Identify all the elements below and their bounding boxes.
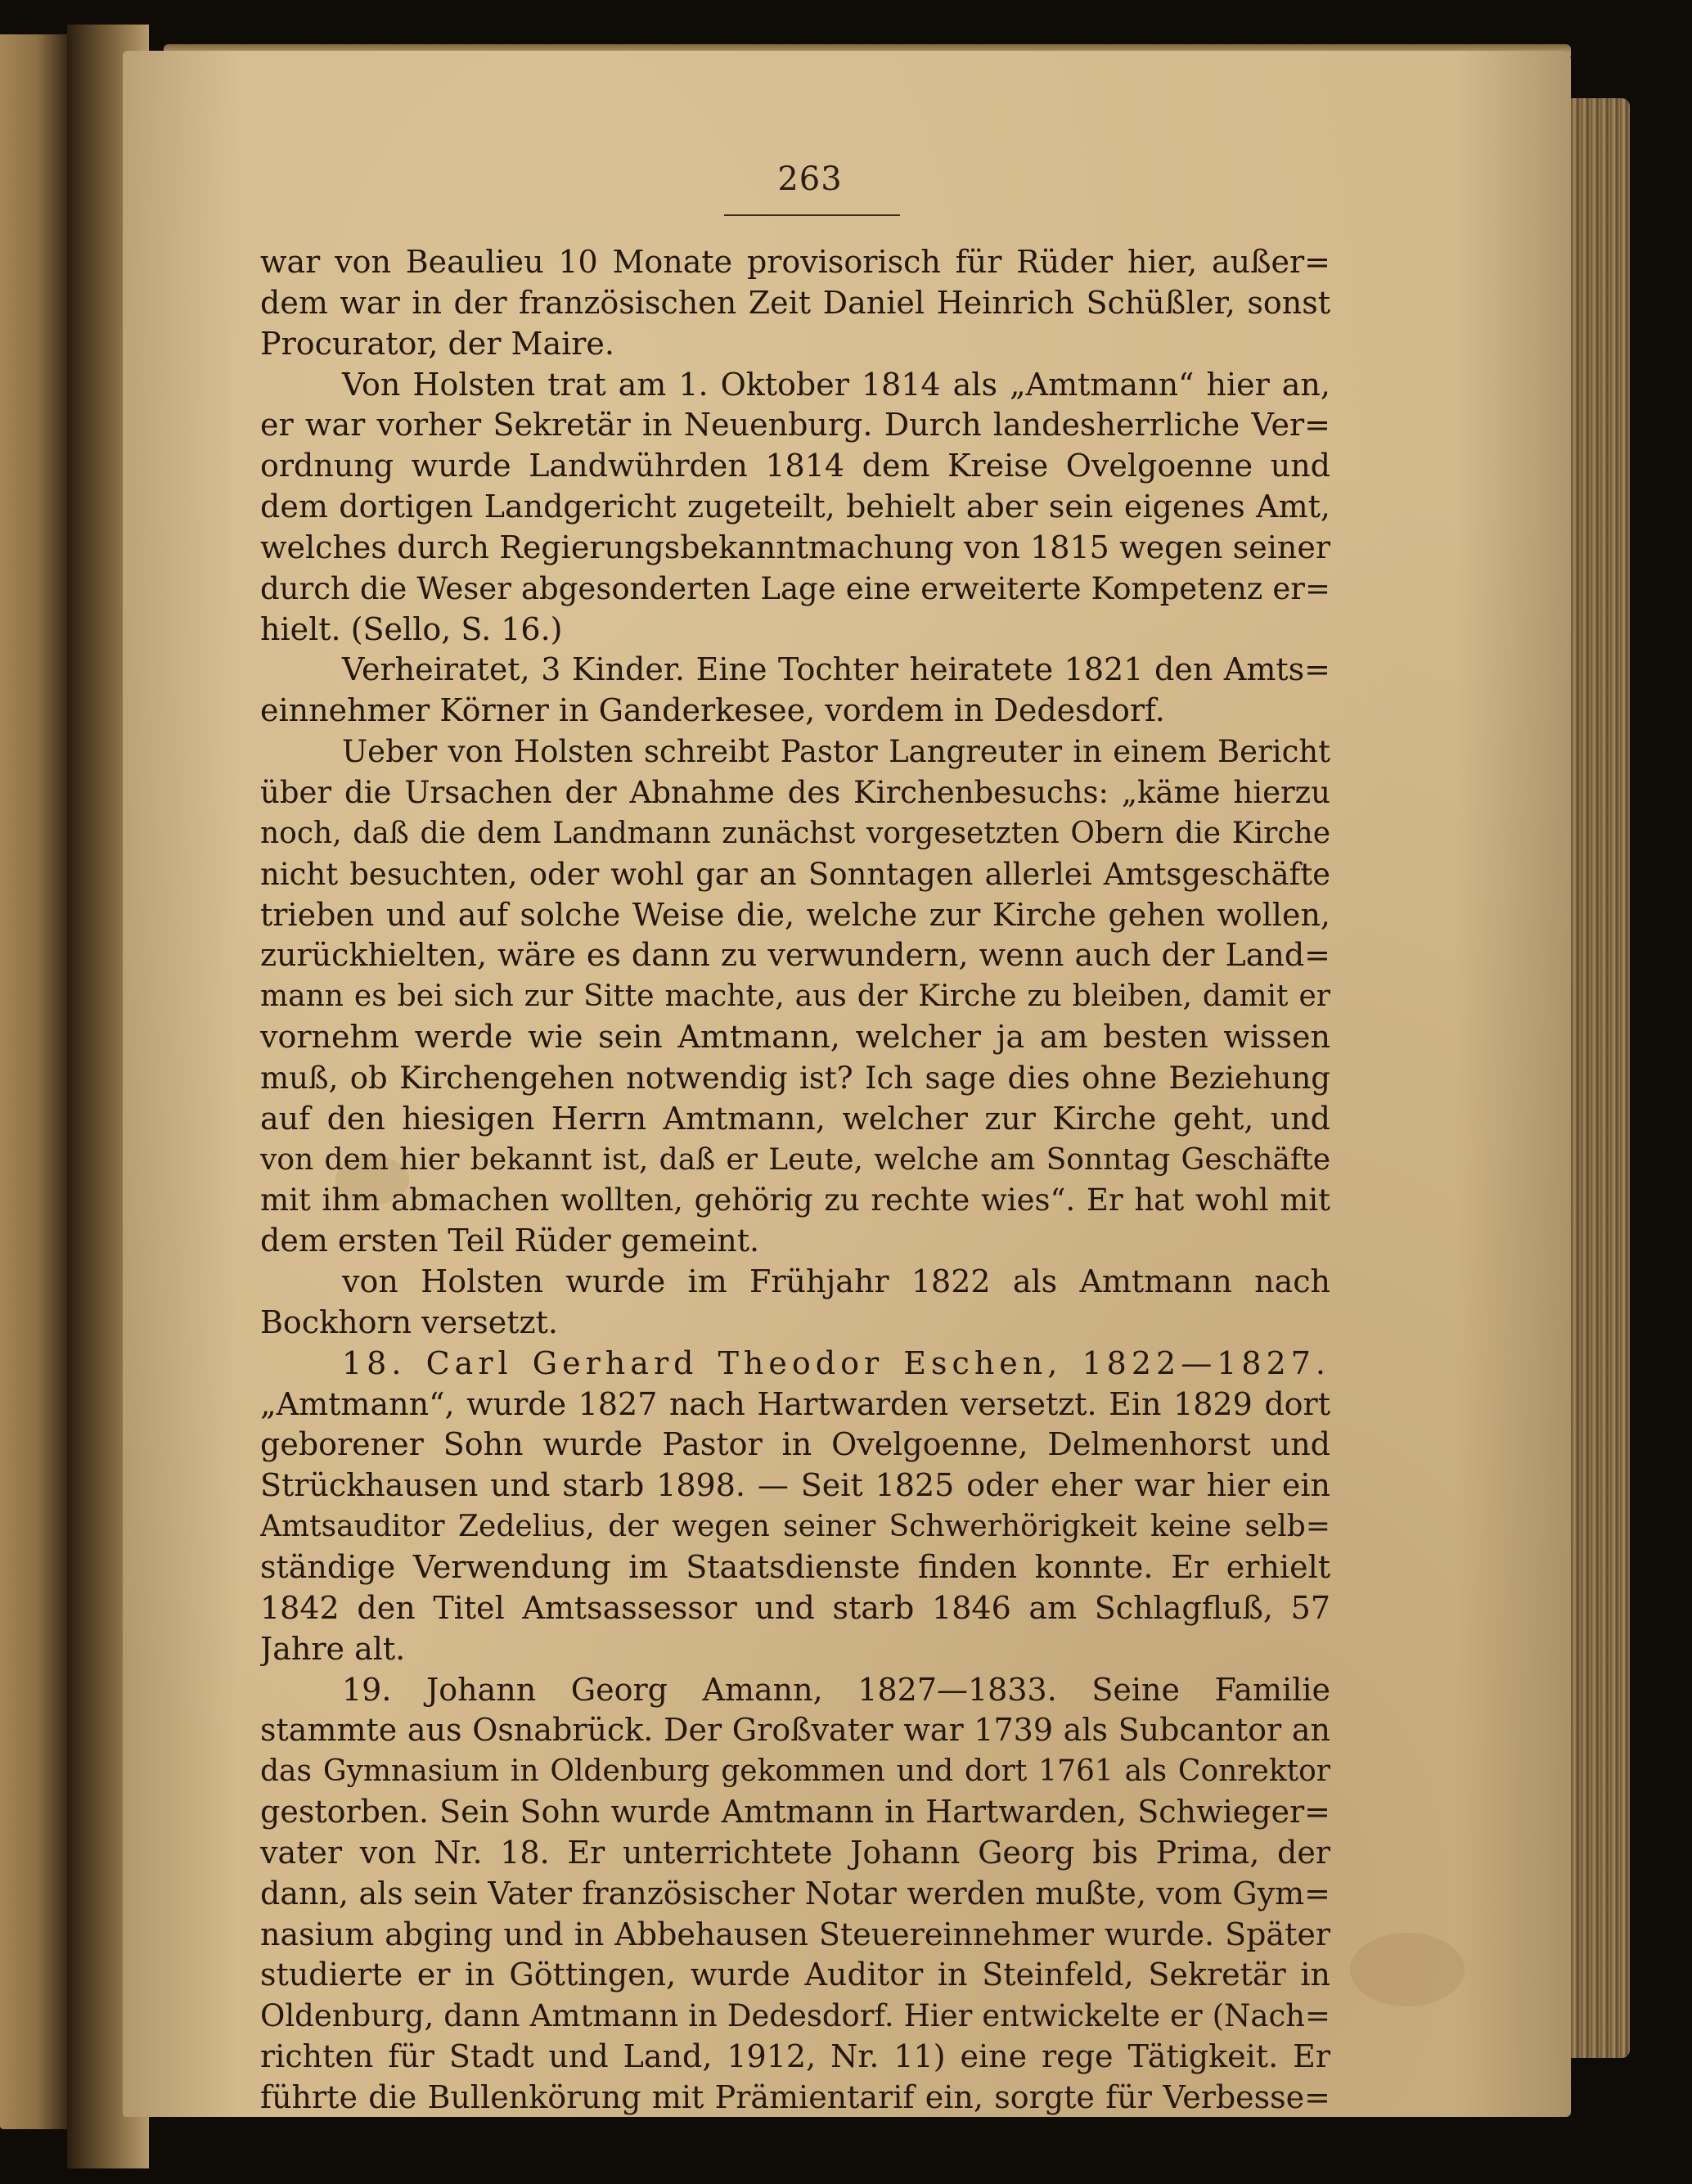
text-line: Oldenburg, dann Amtmann in Dedesdorf. Hier entwickelte er (Nach=: [260, 1998, 1330, 2034]
text-line: Von Holsten trat am 1. Oktober 1814 als „Amtmann“ hier an,: [342, 366, 1330, 403]
page-stack-edges: [1571, 98, 1630, 2058]
text-line: welches durch Regierungsbekanntmachung von 1815 wegen seiner: [260, 529, 1330, 565]
text-line: stammte aus Osnabrück. Der Großvater war 1739 als Subcantor an: [260, 1712, 1330, 1749]
page-number-rule: [724, 214, 900, 216]
text-line: nicht besuchten, oder wohl gar an Sonntagen allerlei Amtsgeschäfte: [260, 856, 1330, 892]
left-page-edge: [0, 34, 67, 2129]
text-line: Ueber von Holsten schreibt Pastor Langreuter in einem Bericht: [342, 734, 1330, 770]
text-line: vornehm werde wie sein Amtmann, welcher ja am besten wissen: [260, 1019, 1330, 1056]
text-line: war von Beaulieu 10 Monate provisorisch für Rüder hier, außer=: [260, 244, 1330, 280]
text-line: muß, ob Kirchengehen notwendig ist? Ich sage dies ohne Beziehung: [260, 1060, 1330, 1096]
text-line: führte die Bullenkörung mit Prämientarif ein, sorgte für Verbesse=: [260, 2078, 1330, 2115]
text-line: dem ersten Teil Rüder gemeint.: [260, 1223, 760, 1259]
text-line: richten für Stadt und Land, 1912, Nr. 11) eine rege Tätigkeit. Er: [260, 2038, 1330, 2075]
text-line: hielt. (Sello, S. 16.): [260, 610, 563, 647]
text-line: Bockhorn versetzt.: [260, 1304, 558, 1340]
text-line: „Amtmann“, wurde 1827 nach Hartwarden versetzt. Ein 1829 dort: [260, 1385, 1330, 1422]
text-line: zurückhielten, wäre es dann zu verwundern, wenn auch der Land=: [260, 937, 1330, 974]
text-line: gestorben. Sein Sohn wurde Amtmann in Hartwarden, Schwieger=: [260, 1794, 1330, 1831]
text-line: von Holsten wurde im Frühjahr 1822 als Amtmann nach: [342, 1263, 1330, 1300]
page-number: 263: [777, 160, 843, 198]
text-line: Verheiratet, 3 Kinder. Eine Tochter heiratete 1821 den Amts=: [342, 651, 1330, 688]
text-line: auf den hiesigen Herrn Amtmann, welcher zur Kirche geht, und: [260, 1100, 1330, 1137]
text-line: das Gymnasium in Oldenburg gekommen und dort 1761 als Conrektor: [260, 1754, 1330, 1789]
text-line: Procurator, der Maire.: [260, 325, 614, 362]
text-line: ordnung wurde Landwührden 1814 dem Kreise Ovelgoenne und: [260, 448, 1330, 484]
text-line: noch, daß die dem Landmann zunächst vorgesetzten Obern die Kirche: [260, 816, 1330, 850]
section-heading-amann: 19. Johann Georg Amann, 1827—1833. Seine Familie: [342, 1671, 1330, 1708]
text-line: ständige Verwendung im Staatsdienste finden konnte. Er erhielt: [260, 1549, 1330, 1585]
text-line: nasium abging und in Abbehausen Steuereinnehmer wurde. Später: [260, 1916, 1330, 1952]
text-line: von dem hier bekannt ist, daß er Leute, welche am Sonntag Geschäfte: [260, 1142, 1330, 1177]
text-line: dem dortigen Landgericht zugeteilt, behielt aber sein eigenes Amt,: [260, 489, 1330, 525]
text-line: geborener Sohn wurde Pastor in Ovelgoenne, Delmenhorst und: [260, 1426, 1330, 1463]
text-line: Amtsauditor Zedelius, der wegen seiner Schwerhörigkeit keine selb=: [260, 1510, 1330, 1544]
body-text: [260, 242, 1330, 2119]
text-line: 1842 den Titel Amtsassessor und starb 1846 am Schlagfluß, 57: [260, 1589, 1330, 1626]
section-heading-eschen: 18. Carl Gerhard Theodor Eschen, 1822—1827.: [342, 1344, 1330, 1381]
text-line: dann, als sein Vater französischer Notar werden mußte, vom Gym=: [260, 1875, 1330, 1912]
text-line: dem war in der französischen Zeit Daniel Heinrich Schüßler, sonst: [260, 284, 1330, 321]
text-line: durch die Weser abgesonderten Lage eine erweiterte Kompetenz er=: [260, 570, 1330, 606]
text-line: über die Ursachen der Abnahme des Kirchenbesuchs: „käme hierzu: [260, 774, 1330, 810]
text-line: Jahre alt.: [260, 1630, 406, 1667]
text-line: mit ihm abmachen wollten, gehörig zu rechte wies“. Er hat wohl mit: [260, 1182, 1330, 1218]
paper-stain: [1350, 1933, 1465, 2006]
text-line: Strückhausen und starb 1898. — Seit 1825 oder eher war hier ein: [260, 1467, 1330, 1504]
text-line: mann es bei sich zur Sitte machte, aus der Kirche zu bleiben, damit er: [260, 979, 1330, 1014]
text-line: er war vorher Sekretär in Neuenburg. Durch landesherrliche Ver=: [260, 407, 1330, 444]
text-line: einnehmer Körner in Ganderkesee, vordem in Dedesdorf.: [260, 692, 1165, 729]
text-line: studierte er in Göttingen, wurde Auditor in Steinfeld, Sekretär in: [260, 1957, 1330, 1993]
text-line: vater von Nr. 18. Er unterrichtete Johann Georg bis Prima, der: [260, 1834, 1330, 1871]
text-line: trieben und auf solche Weise die, welche zur Kirche gehen wollen,: [260, 896, 1330, 933]
